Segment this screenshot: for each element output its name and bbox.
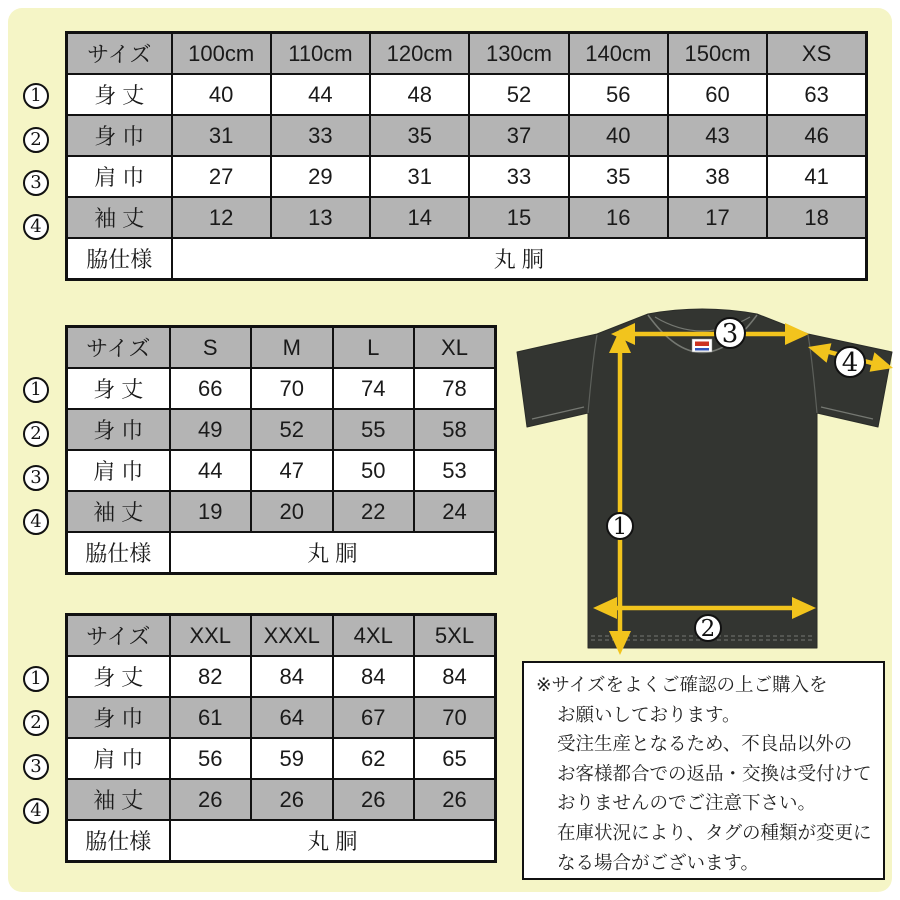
footer-value: 丸 胴 <box>170 532 496 574</box>
length-marker: 1 <box>612 514 628 540</box>
notice-line: お願いしております。 <box>557 703 741 725</box>
size-value: 26 <box>414 779 496 820</box>
row-marker-1-icon: 1 <box>23 377 49 403</box>
table-row <box>67 779 496 820</box>
size-value: 48 <box>370 74 469 115</box>
notice-line: なる場合がございます。 <box>557 851 760 873</box>
table-row <box>67 656 496 697</box>
footer-value: 丸 胴 <box>170 820 496 862</box>
row-label: 袖 丈 <box>67 491 170 532</box>
size-value: 14 <box>370 197 469 238</box>
column-header: 110cm <box>271 33 370 75</box>
size-value: 13 <box>271 197 370 238</box>
row-label: 肩 巾 <box>67 156 172 197</box>
column-header: L <box>333 327 415 369</box>
size-value: 53 <box>414 450 496 491</box>
size-value: 70 <box>251 368 333 409</box>
size-value: 56 <box>170 738 252 779</box>
table-row <box>67 738 496 779</box>
table-row <box>67 450 496 491</box>
column-header: 5XL <box>414 615 496 657</box>
width-marker: 2 <box>700 616 716 642</box>
size-value: 26 <box>170 779 252 820</box>
size-value: 41 <box>767 156 866 197</box>
size-value: 26 <box>333 779 415 820</box>
size-value: 60 <box>668 74 767 115</box>
size-value: 31 <box>370 156 469 197</box>
size-value: 12 <box>172 197 271 238</box>
size-chart-kids-xs <box>65 31 868 281</box>
size-value: 44 <box>170 450 252 491</box>
size-value: 35 <box>569 156 668 197</box>
size-value: 70 <box>414 697 496 738</box>
size-value: 84 <box>333 656 415 697</box>
table-footer-row <box>67 820 496 862</box>
table-footer-row <box>67 532 496 574</box>
size-value: 67 <box>333 697 415 738</box>
size-value: 38 <box>668 156 767 197</box>
size-value: 55 <box>333 409 415 450</box>
size-value: 33 <box>469 156 568 197</box>
size-value: 78 <box>414 368 496 409</box>
size-chart-big <box>65 613 497 863</box>
row-label: 肩 巾 <box>67 450 170 491</box>
size-value: 50 <box>333 450 415 491</box>
size-chart-s-xl <box>65 325 497 575</box>
column-header: サイズ <box>67 33 172 75</box>
notice-box <box>522 661 885 880</box>
row-label: 袖 丈 <box>67 197 172 238</box>
table-footer-row <box>67 238 867 280</box>
row-marker-2-icon: 2 <box>23 421 49 447</box>
table-row <box>67 74 867 115</box>
notice-line: おりませんのでご注意下さい。 <box>557 792 817 814</box>
size-value: 66 <box>170 368 252 409</box>
column-header: 4XL <box>333 615 415 657</box>
table-row <box>67 197 867 238</box>
row-label: 肩 巾 <box>67 738 170 779</box>
table-row <box>67 156 867 197</box>
size-value: 17 <box>668 197 767 238</box>
size-value: 40 <box>569 115 668 156</box>
column-header: 150cm <box>668 33 767 75</box>
size-value: 59 <box>251 738 333 779</box>
size-value: 40 <box>172 74 271 115</box>
row-label: 袖 丈 <box>67 779 170 820</box>
footer-label: 脇仕様 <box>67 238 172 280</box>
size-value: 46 <box>767 115 866 156</box>
row-label: 身 丈 <box>67 74 172 115</box>
size-value: 84 <box>251 656 333 697</box>
size-value: 19 <box>170 491 252 532</box>
sleeve-marker: 4 <box>841 348 859 378</box>
size-value: 37 <box>469 115 568 156</box>
column-header: サイズ <box>67 327 170 369</box>
tshirt-diagram <box>505 295 900 660</box>
size-value: 24 <box>414 491 496 532</box>
size-value: 62 <box>333 738 415 779</box>
size-value: 61 <box>170 697 252 738</box>
table-row <box>67 409 496 450</box>
size-value: 84 <box>414 656 496 697</box>
size-value: 29 <box>271 156 370 197</box>
column-header: 140cm <box>569 33 668 75</box>
table-row <box>67 697 496 738</box>
column-header: 130cm <box>469 33 568 75</box>
size-value: 35 <box>370 115 469 156</box>
column-header: サイズ <box>67 615 170 657</box>
size-value: 52 <box>469 74 568 115</box>
size-value: 47 <box>251 450 333 491</box>
column-header: 120cm <box>370 33 469 75</box>
column-header: XXL <box>170 615 252 657</box>
row-label: 身 丈 <box>67 368 170 409</box>
row-label: 身 巾 <box>67 409 170 450</box>
column-header: S <box>170 327 252 369</box>
row-label: 身 巾 <box>67 697 170 738</box>
row-label: 身 丈 <box>67 656 170 697</box>
row-marker-4-icon: 4 <box>23 214 49 240</box>
size-value: 16 <box>569 197 668 238</box>
row-marker-3-icon: 3 <box>23 465 49 491</box>
size-value: 44 <box>271 74 370 115</box>
size-value: 65 <box>414 738 496 779</box>
table-row <box>67 368 496 409</box>
row-marker-3-icon: 3 <box>23 170 49 196</box>
row-marker-4-icon: 4 <box>23 509 49 535</box>
size-chart-xxl-5xl <box>65 613 497 863</box>
size-value: 64 <box>251 697 333 738</box>
footer-label: 脇仕様 <box>67 820 170 862</box>
notice-line: 受注生産となるため、不良品以外の <box>557 733 853 755</box>
neck-tag <box>692 339 712 352</box>
size-value: 20 <box>251 491 333 532</box>
shoulder-marker: 3 <box>721 319 739 349</box>
size-value: 63 <box>767 74 866 115</box>
row-marker-4-icon: 4 <box>23 798 49 824</box>
size-value: 33 <box>271 115 370 156</box>
size-value: 52 <box>251 409 333 450</box>
size-value: 15 <box>469 197 568 238</box>
size-value: 43 <box>668 115 767 156</box>
size-value: 82 <box>170 656 252 697</box>
row-label: 身 巾 <box>67 115 172 156</box>
row-marker-3-icon: 3 <box>23 754 49 780</box>
row-marker-2-icon: 2 <box>23 710 49 736</box>
size-value: 58 <box>414 409 496 450</box>
size-value: 22 <box>333 491 415 532</box>
size-value: 74 <box>333 368 415 409</box>
table-row <box>67 115 867 156</box>
notice-line: 在庫状況により、タグの種類が変更に <box>557 821 872 843</box>
footer-value: 丸 胴 <box>172 238 867 280</box>
table-row <box>67 491 496 532</box>
column-header: M <box>251 327 333 369</box>
footer-label: 脇仕様 <box>67 532 170 574</box>
size-value: 26 <box>251 779 333 820</box>
size-value: 27 <box>172 156 271 197</box>
row-marker-1-icon: 1 <box>23 666 49 692</box>
notice-line: お客様都合での返品・交換は受付けて <box>557 762 872 784</box>
row-marker-2-icon: 2 <box>23 127 49 153</box>
size-chart-kids <box>65 31 868 281</box>
size-value: 31 <box>172 115 271 156</box>
column-header: XXXL <box>251 615 333 657</box>
size-value: 56 <box>569 74 668 115</box>
size-value: 49 <box>170 409 252 450</box>
size-value: 18 <box>767 197 866 238</box>
size-chart-adult <box>65 325 497 575</box>
column-header: XS <box>767 33 866 75</box>
column-header: 100cm <box>172 33 271 75</box>
notice-line: ※サイズをよくご確認の上ご購入を <box>536 674 828 695</box>
row-marker-1-icon: 1 <box>23 83 49 109</box>
column-header: XL <box>414 327 496 369</box>
